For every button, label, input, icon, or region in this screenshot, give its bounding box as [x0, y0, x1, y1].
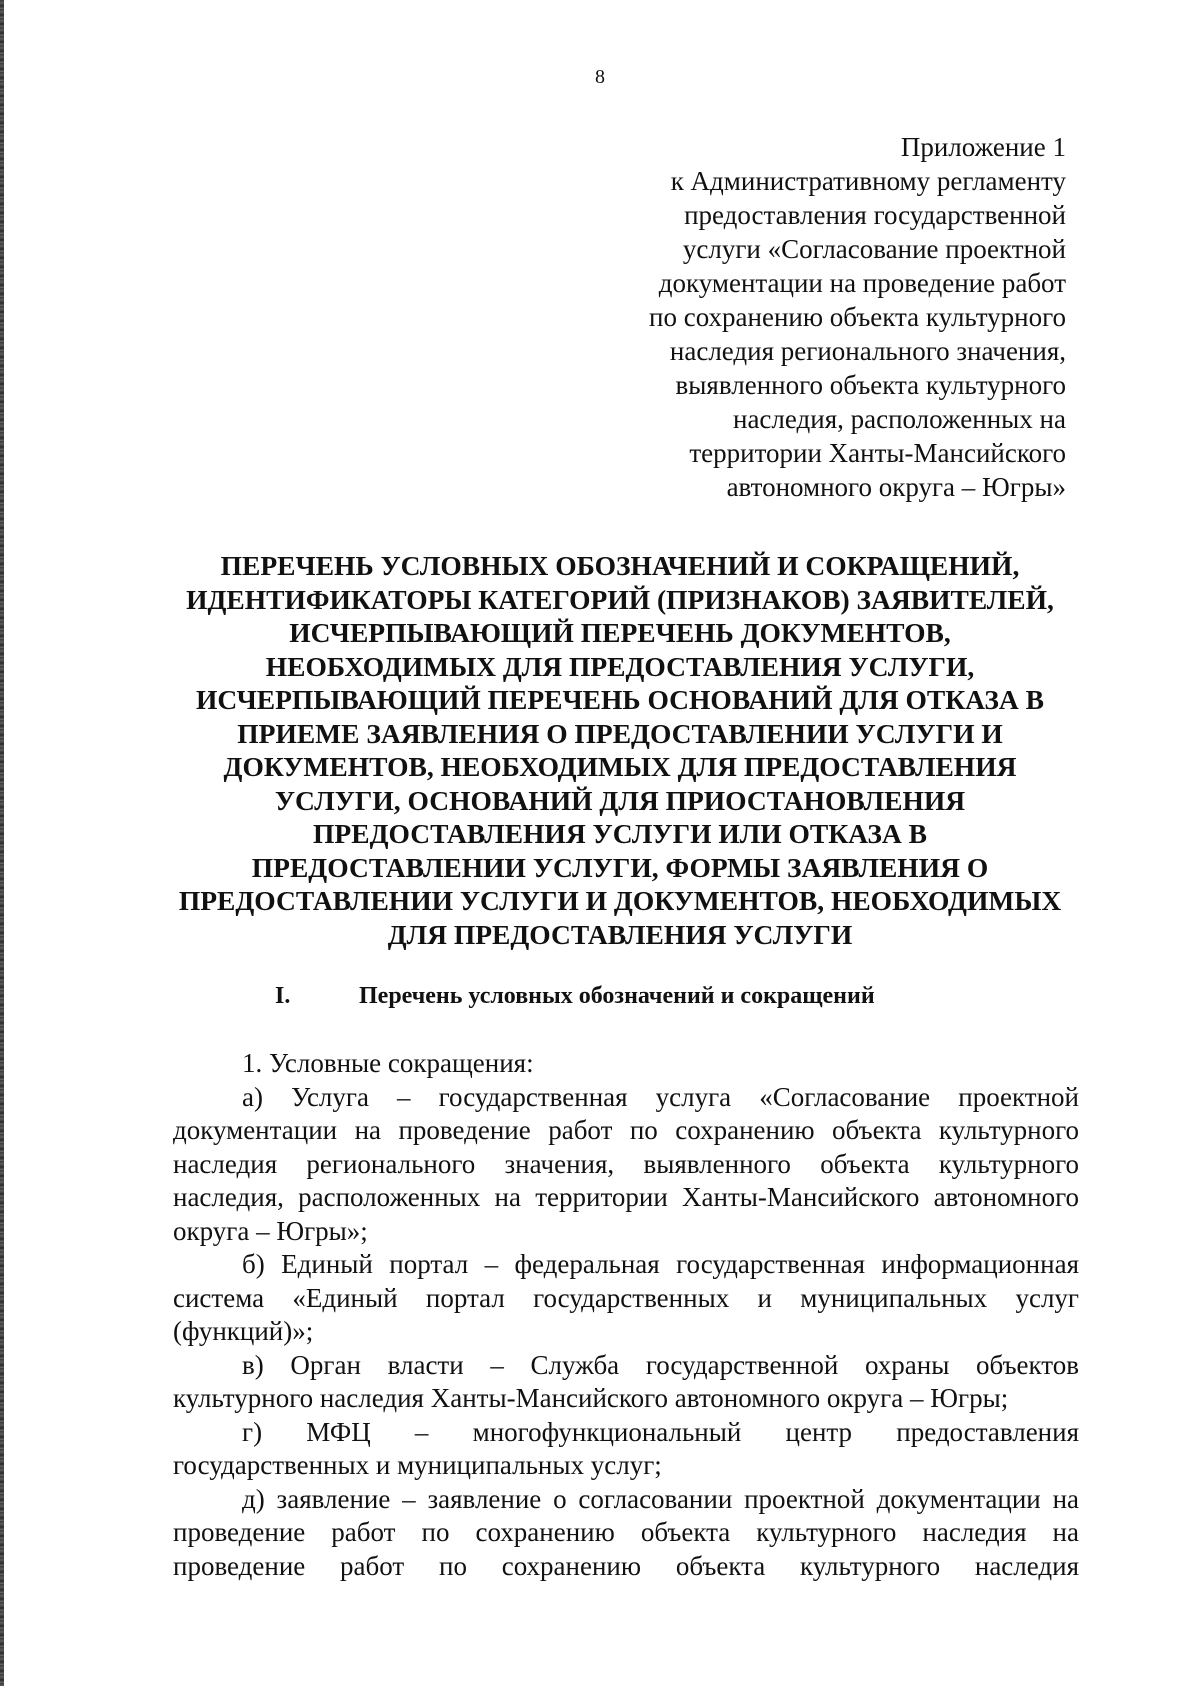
list-item-c: в) Орган власти – Служба государственной охраны объектов культурного наследия Ханты-Мансийского автономного округа – Югры;	[173, 1349, 1079, 1413]
page-number: 8	[595, 66, 605, 88]
appendix-line: Приложение 1	[900, 132, 1066, 162]
list-heading: 1. Условные сокращения:	[242, 1048, 534, 1078]
section-number: I.	[275, 983, 291, 1009]
title-line: ИСЧЕРПЫВАЮЩИЙ ПЕРЕЧЕНЬ ДОКУМЕНТОВ,	[289, 617, 951, 648]
list-item-b: б) Единый портал – федеральная государственная информационная система «Единый портал государственных и муниципальных услуг (функций)»;	[173, 1249, 1079, 1346]
list-item-a: а) Услуга – государственная услуга «Согласование проектной документации на проведение работ по сохранению объекта культурного наследия регионального значения, выявленного объекта культурного наследия, расположенных на территории Ханты-Мансийского автономного округа – Югры»;	[173, 1081, 1079, 1246]
appendix-line: услуги «Согласование проектной	[682, 234, 1066, 264]
appendix-line: к Административному регламенту	[670, 166, 1066, 196]
appendix-line: документации на проведение работ	[658, 268, 1066, 298]
title-line: ДЛЯ ПРЕДОСТАВЛЕНИЯ УСЛУГИ	[387, 918, 853, 950]
appendix-line: выявленного объекта культурного	[675, 370, 1066, 400]
section-heading	[275, 981, 1075, 1011]
appendix-line: по сохранению объекта культурного	[649, 302, 1066, 332]
appendix-line: предоставления государственной	[684, 200, 1066, 230]
body-text	[173, 1047, 1079, 1583]
appendix-line: наследия регионального значения,	[669, 336, 1066, 366]
title-line: ИСЧЕРПЫВАЮЩИЙ ПЕРЕЧЕНЬ ОСНОВАНИЙ ДЛЯ ОТКАЗА В	[196, 684, 1044, 715]
section-title: Перечень условных обозначений и сокращений	[359, 983, 875, 1009]
appendix-line: автономного округа – Югры»	[726, 472, 1066, 502]
appendix-line: наследия, расположенных на	[733, 404, 1066, 434]
appendix-block	[506, 130, 1066, 504]
title-line: ДОКУМЕНТОВ, НЕОБХОДИМЫХ ДЛЯ ПРЕДОСТАВЛЕНИЯ	[223, 751, 1017, 782]
title-line: ПРИЕМЕ ЗАЯВЛЕНИЯ О ПРЕДОСТАВЛЕНИИ УСЛУГИ И	[237, 717, 1003, 749]
list-item-d: г) МФЦ – многофункциональный центр предоставления государственных и муниципальных услуг;	[173, 1416, 1079, 1480]
title-line: ПРЕДОСТАВЛЕНИЯ УСЛУГИ ИЛИ ОТКАЗА В	[313, 818, 927, 849]
title-line: ПРЕДОСТАВЛЕНИИ УСЛУГИ И ДОКУМЕНТОВ, НЕОБХОДИМЫХ	[178, 885, 1062, 916]
title-line: УСЛУГИ, ОСНОВАНИЙ ДЛЯ ПРИОСТАНОВЛЕНИЯ	[274, 784, 966, 816]
title-line: ИДЕНТИФИКАТОРЫ КАТЕГОРИЙ (ПРИЗНАКОВ) ЗАЯВИТЕЛЕЙ,	[186, 583, 1054, 615]
title-line: ПРЕДОСТАВЛЕНИИ УСЛУГИ, ФОРМЫ ЗАЯВЛЕНИЯ О	[251, 851, 989, 883]
document-title	[150, 549, 1090, 951]
title-line: НЕОБХОДИМЫХ ДЛЯ ПРЕДОСТАВЛЕНИЯ УСЛУГИ,	[265, 650, 975, 682]
title-line: ПЕРЕЧЕНЬ УСЛОВНЫХ ОБОЗНАЧЕНИЙ И СОКРАЩЕНИЙ,	[220, 550, 1020, 581]
scan-edge	[0, 0, 4, 1686]
list-item-e: д) заявление – заявление о согласовании проектной документации на проведение работ по сохранению объекта культурного наследия на проведение работ по сохранению объекта культурного наследия	[173, 1483, 1079, 1581]
appendix-line: территории Ханты-Мансийского	[689, 438, 1066, 468]
